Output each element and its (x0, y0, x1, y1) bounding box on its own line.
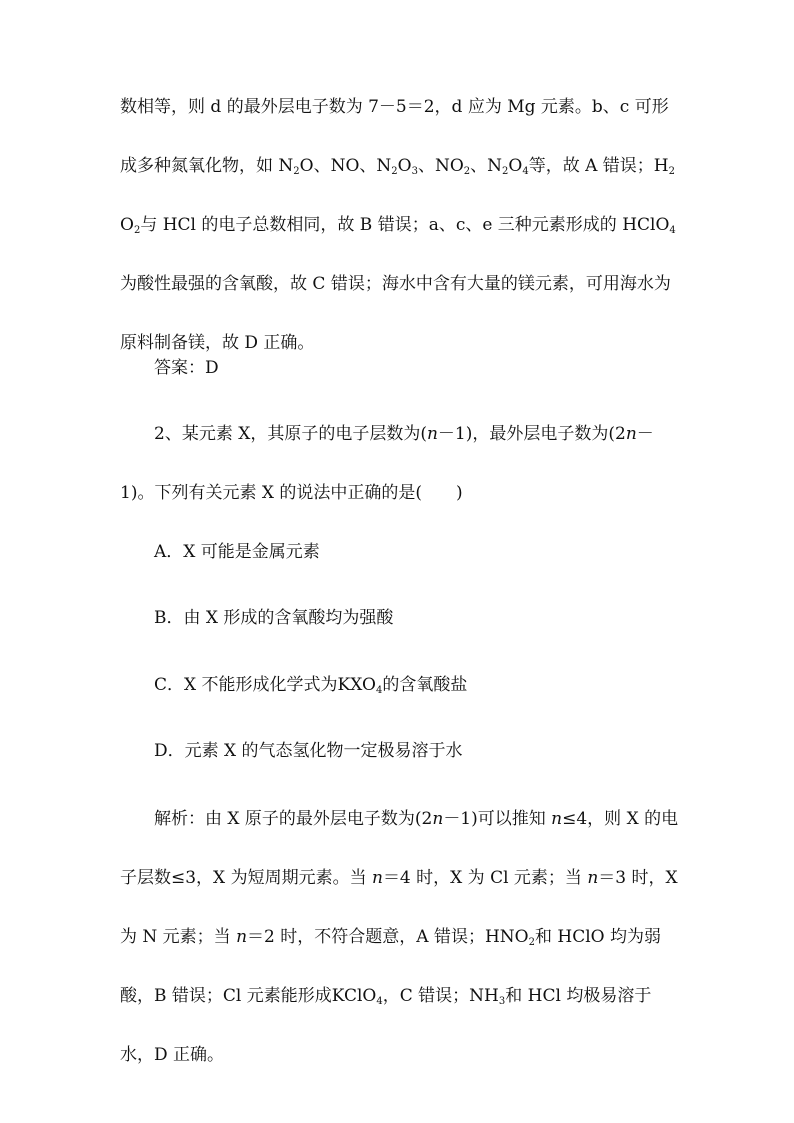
variable-n: n (625, 424, 637, 444)
text-run: －1)，最外层电子数为(2 (437, 424, 626, 444)
subscript: 2 (133, 225, 141, 236)
text-run: 和 HClO 均为弱酸，B 错误；Cl 元素能形成KClO (120, 927, 661, 1006)
subscript: 4 (522, 166, 529, 177)
text-run: ≤4，则 X 的电子层数≤3，X 为短周期元素。当 (120, 809, 679, 888)
text-run: ＝2 时，不符合题意，A 错误；HNO (247, 927, 529, 947)
text-run: 2、某元素 X，其原子的电子层数为( (154, 424, 427, 444)
text-run: 等，故 A 错误；H (528, 156, 669, 176)
variable-n: n (426, 424, 438, 444)
question-2-stem (120, 405, 680, 523)
subscript: 4 (375, 685, 383, 696)
subscript: 3 (411, 166, 418, 177)
option-b: B．由 X 形成的含氧酸均为强酸 (154, 608, 394, 628)
option-d: D．元素 X 的气态氢化物一定极易溶于水 (154, 741, 463, 761)
text-run: ，C 错误；NH (382, 986, 499, 1006)
answer-line: 答案：D (154, 358, 219, 378)
text-run: 为酸性最强的含氧酸，故 C 错误；海水中含有大量的镁元素，可用海水为原料制备镁，故 D 正确。 (120, 274, 671, 353)
option-c (120, 656, 680, 715)
text-run: C．X 不能形成化学式为KXO (154, 675, 376, 695)
text-run: O (508, 156, 523, 176)
subscript: 2 (293, 166, 300, 177)
subscript: 4 (376, 996, 383, 1007)
text-run: 、N (470, 156, 503, 176)
option-a: A．X 可能是金属元素 (154, 542, 320, 562)
text-run: 解析：由 X 原子的最外层电子数为(2 (154, 809, 433, 829)
subscript: 2 (668, 166, 676, 177)
subscript: 2 (391, 166, 398, 177)
variable-n: n (551, 809, 563, 829)
explanation-2-paragraph (120, 790, 680, 1085)
text-run: 与 HCl 的电子总数相同，故 B 错误；a、c、e 三种元素形成的 HClO (140, 215, 670, 235)
variable-n: n (432, 809, 444, 829)
text-run: O (120, 215, 134, 235)
text-run: 的含氧酸盐 (382, 675, 468, 695)
subscript: 3 (498, 996, 506, 1007)
variable-n: n (236, 927, 248, 947)
text-run: ＝4 时，X 为 Cl 元素；当 (382, 868, 588, 888)
text-run: －1)。下列有关元素 X 的说法中正确的是( ) (120, 424, 654, 503)
subscript: 2 (528, 937, 535, 948)
text-run: ＝3 时，X 为 N 元素；当 (120, 868, 678, 947)
subscript: 4 (669, 225, 676, 236)
text-run: －1)可以推知 (443, 809, 552, 829)
text-run: O (397, 156, 412, 176)
variable-n: n (587, 868, 599, 888)
subscript: 2 (463, 166, 471, 177)
subscript: 2 (502, 166, 509, 177)
previous-explanation-paragraph (120, 78, 680, 373)
text-run: 、NO (417, 156, 464, 176)
variable-n: n (371, 868, 383, 888)
text-run: 数相等，则 d 的最外层电子数为 7－5＝2，d 应为 Mg 元素。b、c 可形成多种氮氧化物，如 N (120, 97, 669, 176)
text-run: O、NO、N (299, 156, 392, 176)
text-run: 和 HCl 均极易溶于水，D 正确。 (120, 986, 652, 1065)
